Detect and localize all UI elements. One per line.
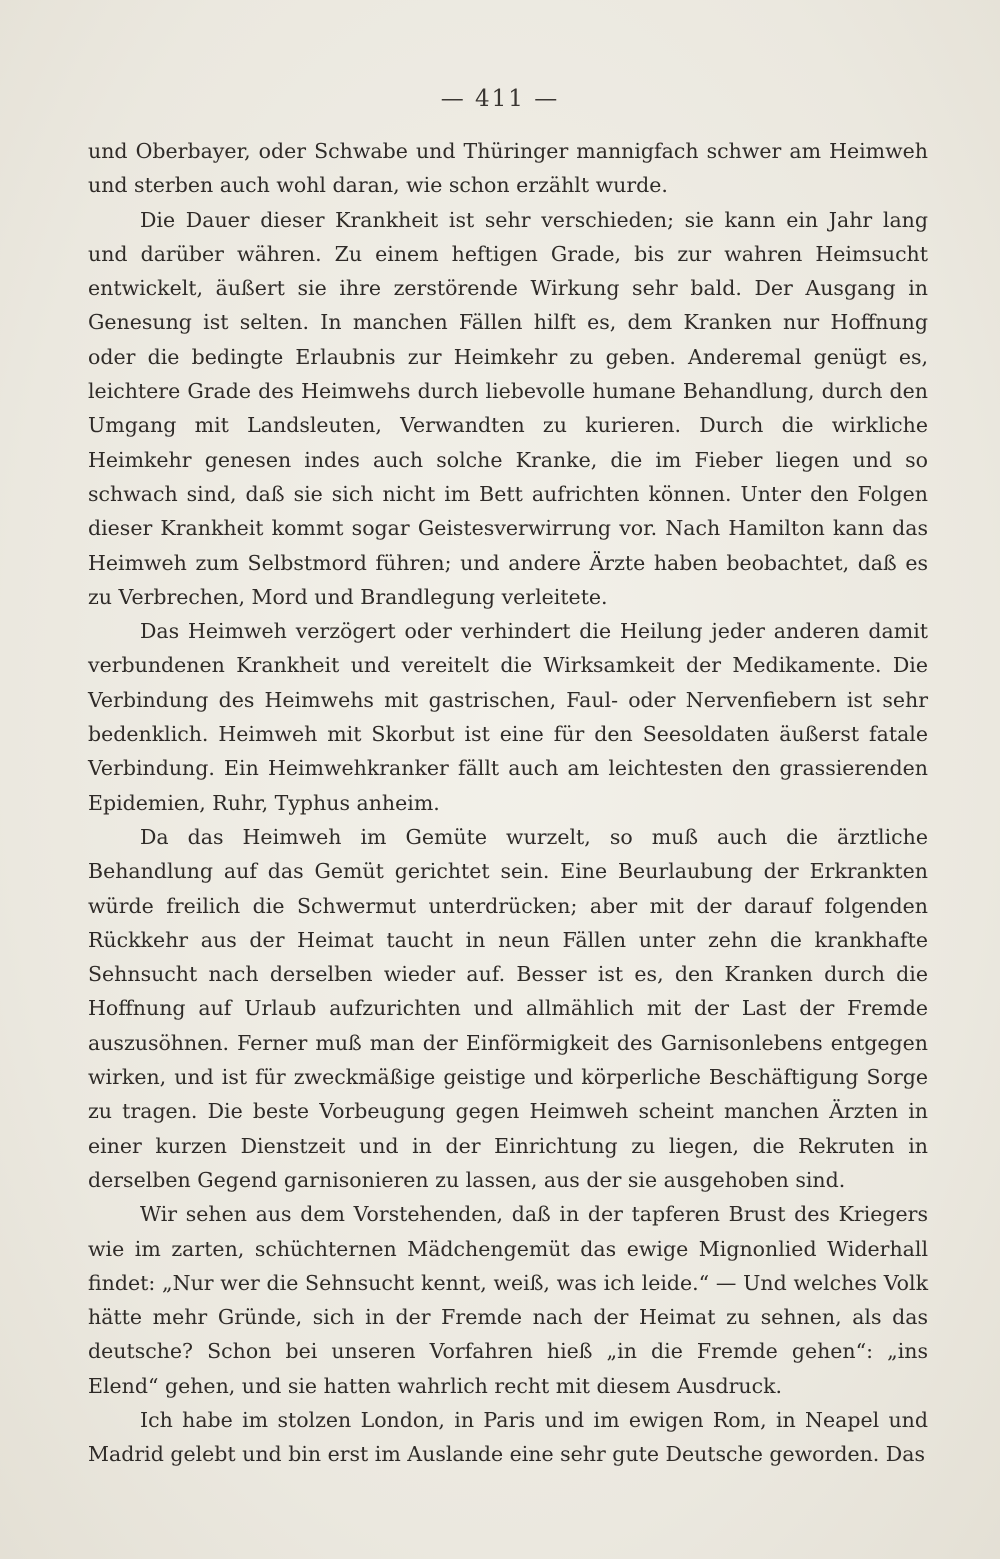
paragraph-5: Wir sehen aus dem Vorstehenden, daß in der tapferen Brust des Kriegers wie im zarten, schüchternen Mädchengemüt das ewige Mignonlied Widerhall findet: „Nur wer die Sehnsucht kennt, weiß, was ich leide.“ — Und welches Volk hätte mehr Gründe, sich in der Fremde nach der Heimat zu sehnen, als das deutsche? Schon bei unseren Vorfahren hieß „in die Fremde gehen“: „ins Elend“ gehen, und sie hatten wahrlich recht mit diesem Ausdruck.	[88, 1202, 928, 1398]
paragraph-1: und Oberbayer, oder Schwabe und Thüringer mannigfach schwer am Heimweh und sterben auch wohl daran, wie schon erzählt wurde.	[88, 139, 928, 198]
paragraph-3: Das Heimweh verzögert oder verhindert die Heilung jeder anderen damit verbundenen Krankheit und vereitelt die Wirksamkeit der Medikamente. Die Verbindung des Heimwehs mit gastrischen, Faul- oder Nervenfiebern ist sehr bedenklich. Heimweh mit Skorbut ist eine für den Seesoldaten äußerst fatale Verbindung. Ein Heimwehkranker fällt auch am leichtesten den grassierenden Epidemien, Ruhr, Typhus anheim.	[88, 619, 928, 815]
page-number: — 411 —	[440, 86, 560, 112]
body-text	[88, 134, 928, 1472]
paragraph-4: Da das Heimweh im Gemüte wurzelt, so muß auch die ärztliche Behandlung auf das Gemüt gerichtet sein. Eine Beurlaubung der Erkrankten würde freilich die Schwermut unterdrücken; aber mit der darauf folgenden Rückkehr aus der Heimat taucht in neun Fällen unter zehn die krankhafte Sehnsucht nach derselben wieder auf. Besser ist es, den Kranken durch die Hoffnung auf Urlaub aufzurichten und allmählich mit der Last der Fremde auszusöhnen. Ferner muß man der Einförmigkeit des Garnisonlebens entgegen wirken, und ist für zweckmäßige geistige und körperliche Beschäftigung Sorge zu tragen. Die beste Vorbeugung gegen Heimweh scheint manchen Ärzten in einer kurzen Dienstzeit und in der Einrichtung zu liegen, die Rekruten in derselben Gegend garnisonieren zu lassen, aus der sie ausgehoben sind.	[88, 824, 928, 1192]
paragraph-6: Ich habe im stolzen London, in Paris und im ewigen Rom, in Neapel und Madrid gelebt und bin erst im Auslande eine sehr gute Deutsche geworden. Das	[88, 1407, 928, 1467]
paragraph-2: Die Dauer dieser Krankheit ist sehr verschieden; sie kann ein Jahr lang und darüber währen. Zu einem heftigen Grade, bis zur wahren Heimsucht entwickelt, äußert sie ihre zerstörende Wirkung sehr bald. Der Ausgang in Genesung ist selten. In manchen Fällen hilft es, dem Kranken nur Hoffnung oder die bedingte Erlaubnis zur Heimkehr zu geben. Anderemal genügt es, leichtere Grade des Heimwehs durch liebevolle humane Behandlung, durch den Umgang mit Landsleuten, Verwandten zu kurieren. Durch die wirkliche Heimkehr genesen indes auch solche Kranke, die im Fieber liegen und so schwach sind, daß sie sich nicht im Bett aufrichten können. Unter den Folgen dieser Krankheit kommt sogar Geistesverwirrung vor. Nach Hamilton kann das Heimweh zum Selbstmord führen; und andere Ärzte haben beobachtet, daß es zu Verbrechen, Mord und Brandlegung verleitete.	[88, 207, 928, 609]
